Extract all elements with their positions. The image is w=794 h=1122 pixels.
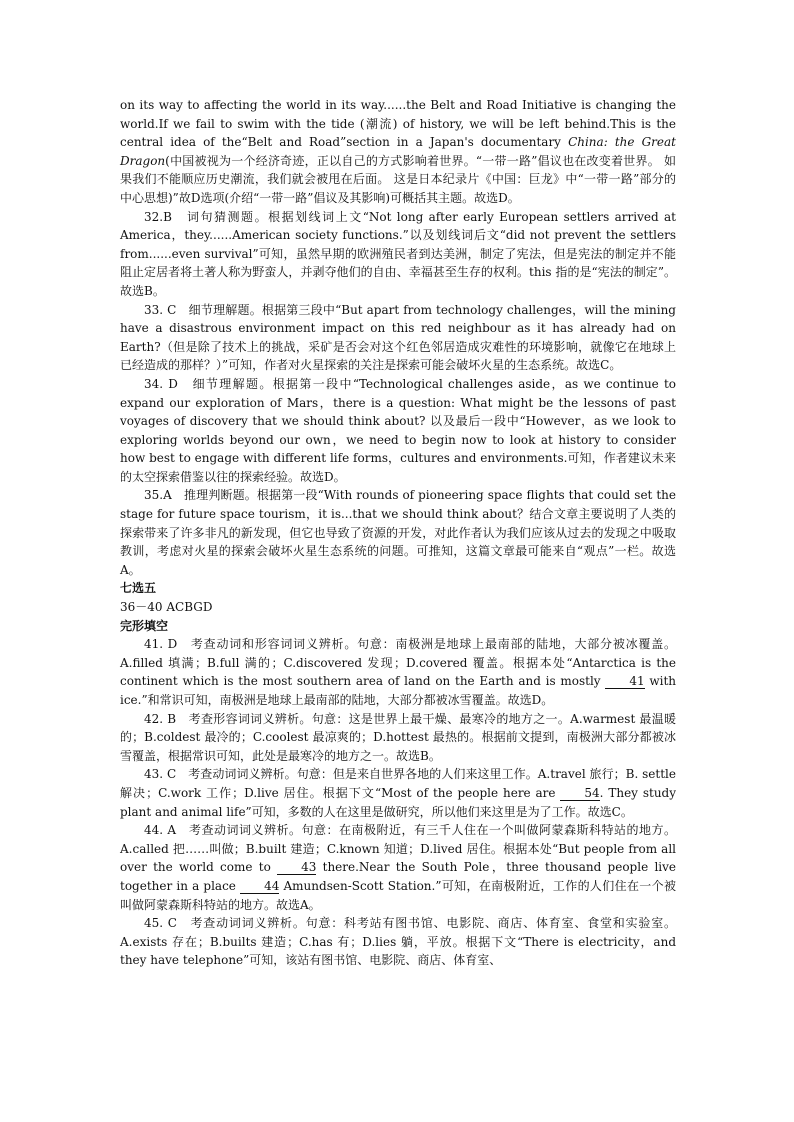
paragraph-31-continued	[120, 96, 676, 208]
answer-35: 35.A 推理判断题。根据第一段“With rounds of pioneering space flights that could set the stage for future space tourism，it is...that we should think about？结合文章主要说明了人类的探索带来了许多非凡的新发现，但它也导致了资源的开发，对此作者认为我们应该从过去的发现之中吸取教训，考虑对火星的探索会破坏火星生态系统的问题。可推知，这篇文章最可能来自“观点”一栏。故选A。	[120, 488, 676, 577]
answer-key-page	[120, 96, 676, 970]
paragraph-text: 43. C 考查动词词义辨析。句意：但是来自世界各地的人们来这里工作。A.travel 旅行；B. settle 解决；C.work 工作；D.live 居住。根据下文“Most of the people here are	[120, 767, 676, 800]
section-heading-cloze: 完形填空	[120, 618, 169, 633]
answer-41	[120, 635, 676, 709]
blank-number: 43	[277, 860, 316, 875]
paragraph-text: Amundsen-Scott Station.”可知，在南极附近，工作的人们住在一个被叫做阿蒙森斯科特站的地方。故选A。	[120, 878, 676, 912]
answer-34: 34. D 细节理解题。根据第一段中“Technological challenges aside，as we continue to expand our exploration of Mars，there is a question: What might be the lessons of past voyages of discovery that we should think about? 以及最后一段中“However，as we look to exploring worlds beyond our own，we need to begin now to look at history to consider how best to engage with different life forms，cultures and environments.可知，作者建议未来的太空探索借鉴以往的探索经验。故选D。	[120, 376, 676, 484]
documentary-title: China: the Great Dragon	[120, 135, 676, 168]
answer-42: 42. B 考查形容词词义辨析。句意：这是世界上最干燥、最寒冷的地方之一。A.warmest 最温暖的；B.coldest 最冷的；C.coolest 最凉爽的；D.hottest 最热的。根据前文提到，南极洲大部分都被冰雪覆盖，根据常识可知，此处是最寒冷的地方之一。故选B。	[120, 711, 676, 763]
answer-32: 32.B 词句猜测题。根据划线词上文“Not long after early European settlers arrived at America，they......American society functions.”以及划线词后文“did not prevent the settlers from......even survival”可知，虽然早期的欧洲殖民者到达美洲，制定了宪法，但是宪法的制定并不能阻止定居者将土著人称为野蛮人，并剥夺他们的自由、幸福甚至生存的权利。this 指的是“宪法的制定”。故选B。	[120, 209, 676, 298]
paragraph-text: (中国被视为一个经济奇迹，正以自己的方式影响着世界。“一带一路”倡议也在改变着世界。 如果我们不能顺应历史潮流，我们就会被甩在后面。 这是日本纪录片《中国：巨龙》中“一带一路”部分的中心思想)”故D选项(介绍“一带一路”倡议及其影响)可概括其主题。故选D。	[120, 153, 676, 205]
blank-number: 41	[605, 674, 644, 689]
paragraph-text: . They study plant and animal life”可知，多数的人在这里是做研究，所以他们来这里是为了工作。故选C。	[120, 785, 677, 819]
paragraph-text: on its way to affecting the world in its way......the Belt and Road Initiative is changing the world.If we fail to swim with the tide (潮流) of history, we will be left behind.This is the central idea of the“Belt and Road”section in a Japan's documentary	[120, 98, 676, 150]
answer-45: 45. C 考查动词词义辨析。句意：科考站有图书馆、电影院、商店、体育室、食堂和实验室。A.exists 存在；B.builts 建造；C.has 有；D.lies 躺，平放。根据下文“There is electricity，and they have telephone”可知，该站有图书馆、电影院、商店、体育室、	[120, 916, 676, 968]
paragraph-text: with ice.”和常识可知，南极洲是地球上最南部的陆地，大部分都被冰雪覆盖。故选D。	[120, 674, 676, 707]
blank-number: 54	[560, 786, 599, 801]
paragraph-text: 41. D 考查动词和形容词词义辨析。句意：南极洲是地球上最南部的陆地，大部分被冰覆盖。A.filled 填满；B.full 满的；C.discovered 发现；D.covered 覆盖。根据本处“Antarctica is the continent which is the most southern area of land on the Earth and is mostly	[120, 637, 676, 689]
blank-number: 44	[240, 879, 279, 894]
paragraph-text: 44. A 考查动词词义辨析。句意：在南极附近，有三千人住在一个叫做阿蒙森斯科特站的地方。A.called 把……叫做；B.built 建造；C.known 知道；D.lived 居住。根据本处“But people from all over the world come to	[120, 823, 676, 875]
paragraph-text: there.Near the South Pole，three thousand people live together in a place	[120, 860, 676, 893]
answer-33: 33. C 细节理解题。根据第三段中“But apart from technology challenges，will the mining have a disastrous environment impact on this red neighbour as it has already had on Earth?（但是除了技术上的挑战，采矿是否会对这个红色邻居造成灾难性的环境影响，就像它在地球上已经造成的那样？）”可知，作者对火星探索的关注是探索可能会破坏火星的生态系统。故选C。	[120, 302, 676, 373]
answers-36-40: 36－40 ACBGD	[120, 600, 213, 615]
answer-44	[120, 821, 676, 914]
section-heading-seven-choose-five: 七选五	[120, 581, 157, 596]
answer-43	[120, 765, 676, 821]
